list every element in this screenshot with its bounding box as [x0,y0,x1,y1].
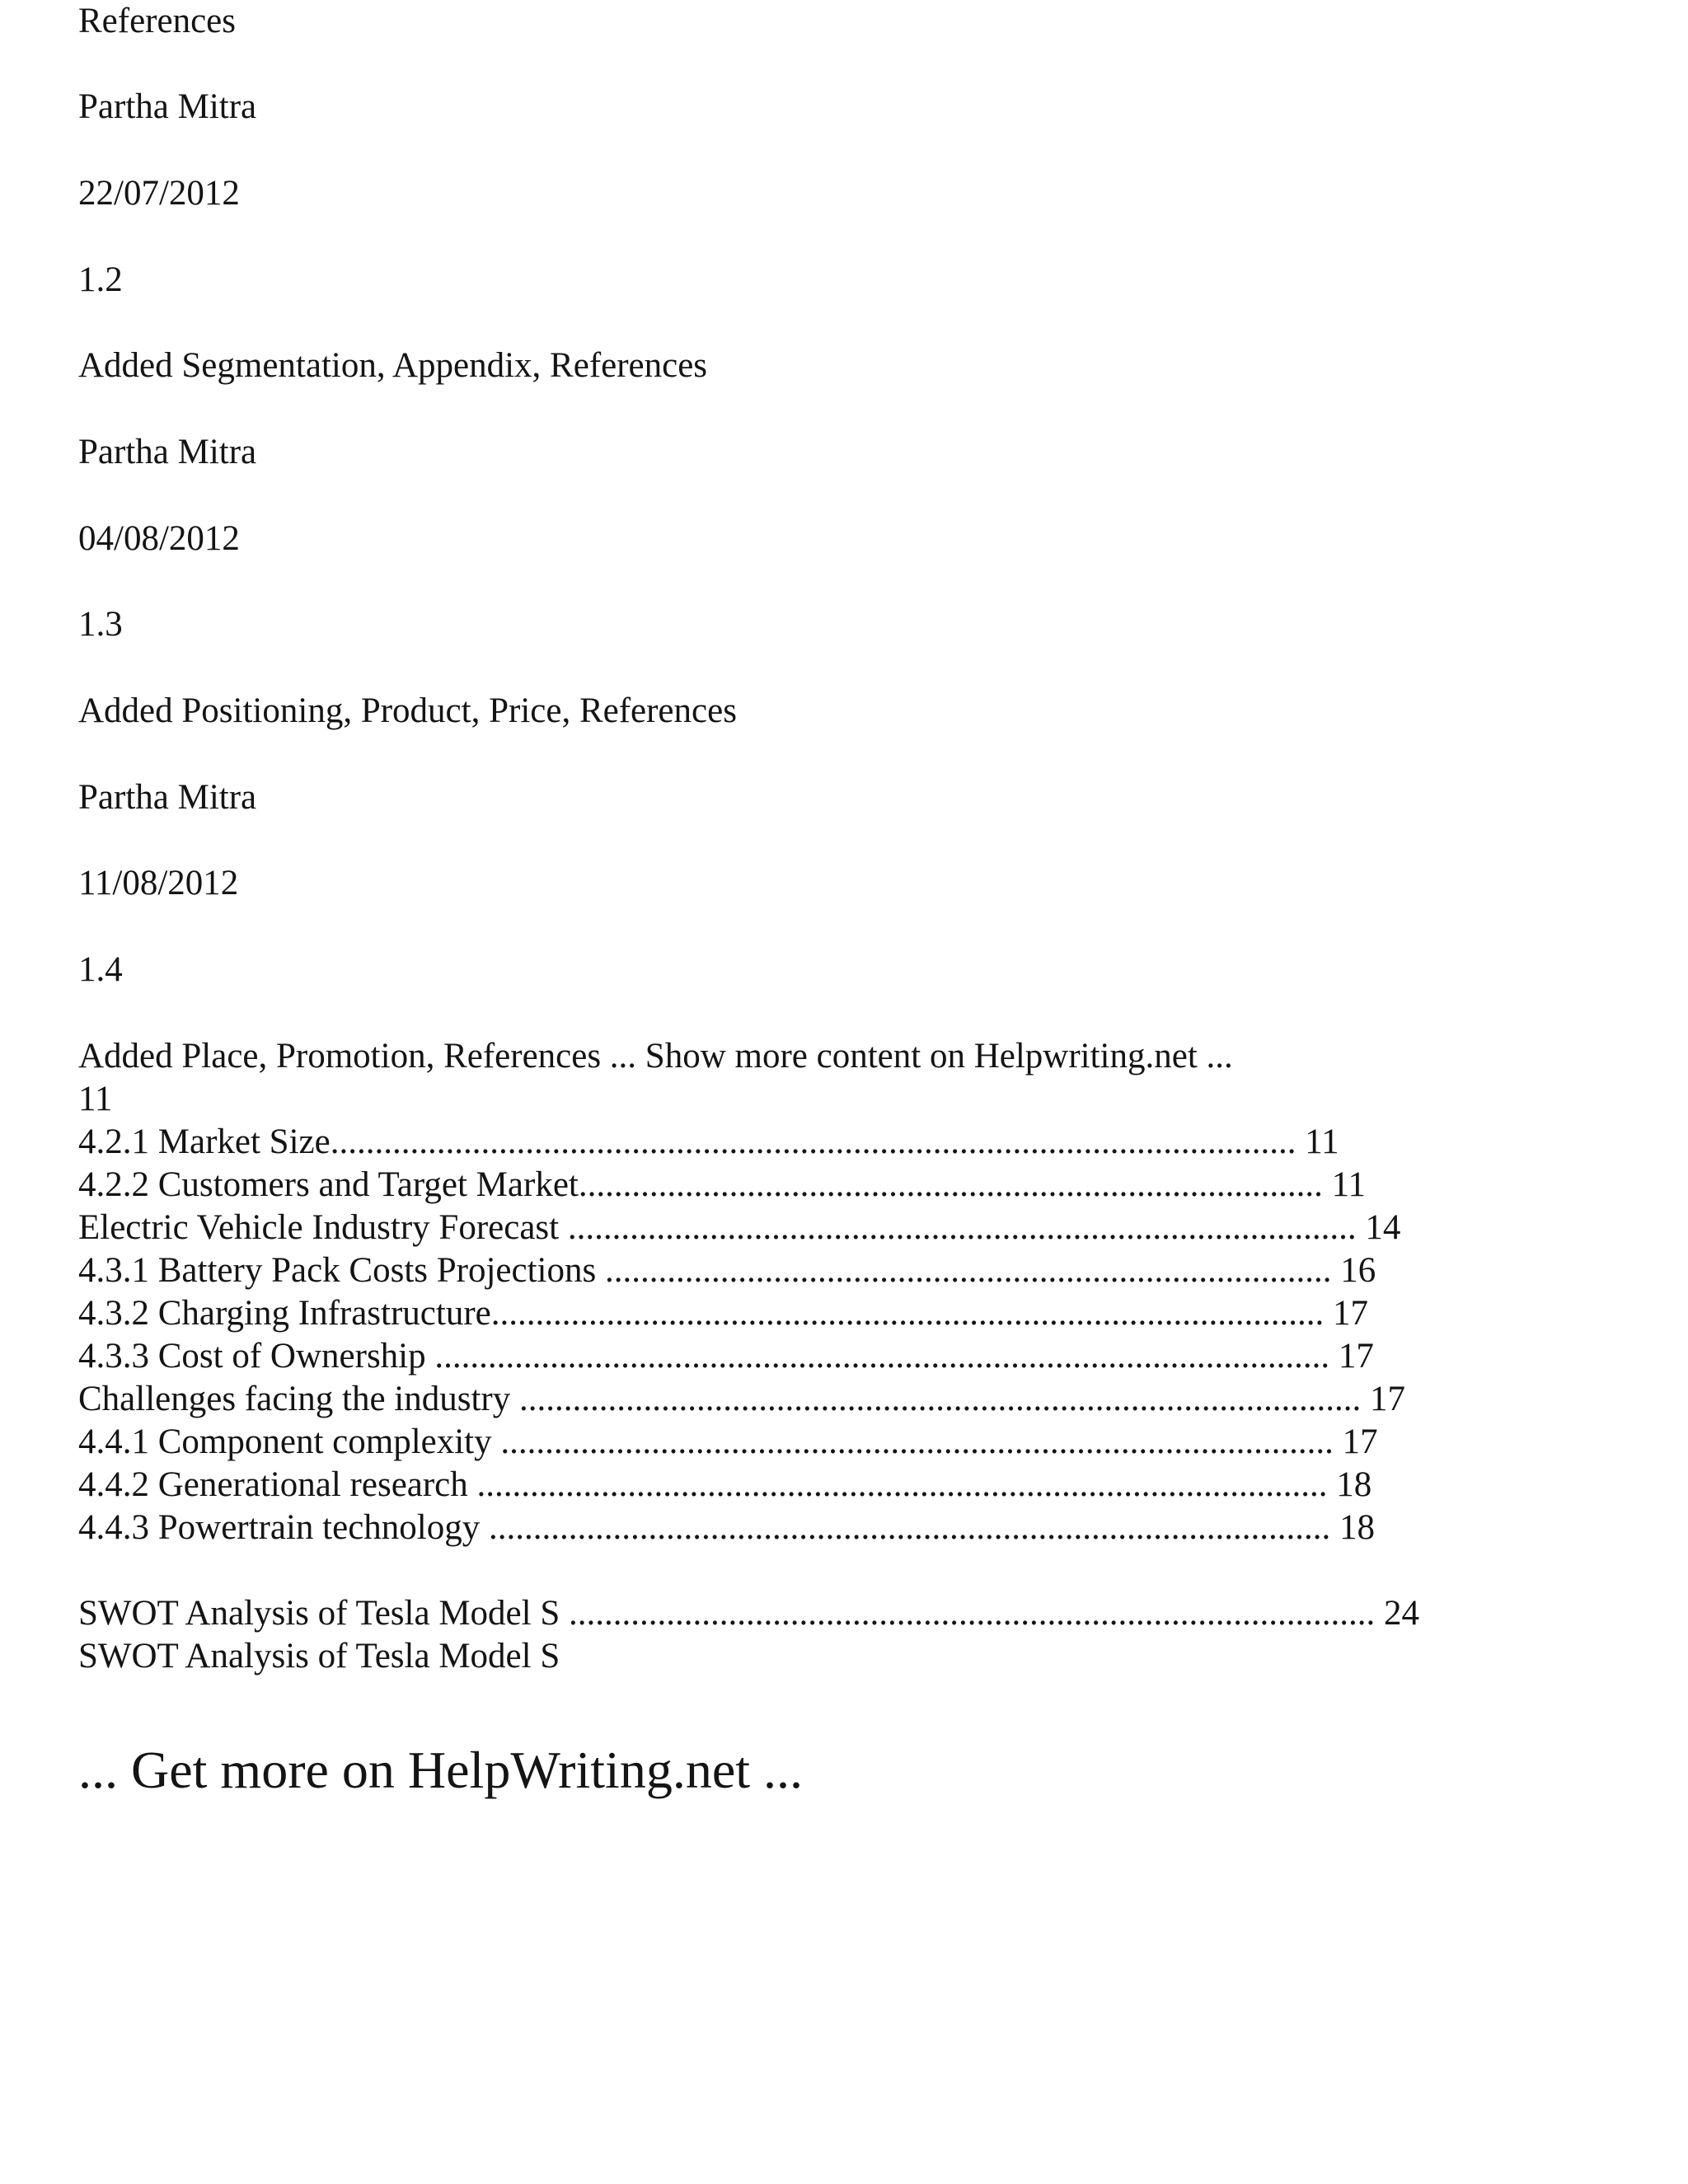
swot-toc-line: SWOT Analysis of Tesla Model S ........................................................................................... 24 [78,1594,1420,1633]
toc-line: 4.4.2 Generational research ................................................................................................ 18 [78,1465,1372,1504]
history-entry: 1.2 [78,260,123,299]
history-entry: Added Segmentation, Appendix, References [78,346,708,385]
history-entry: 1.4 [78,950,123,989]
history-entry: Partha Mitra [78,433,257,471]
history-entry: Partha Mitra [78,778,257,817]
toc-line: 11 [78,1080,113,1118]
toc-line: 4.4.3 Powertrain technology ............................................................................................... 18 [78,1508,1375,1547]
swot-heading: SWOT Analysis of Tesla Model S [78,1637,560,1675]
show-more-link[interactable]: Added Place, Promotion, References ... Show more content on Helpwriting.net ... [78,1037,1233,1076]
toc-line: 4.2.2 Customers and Target Market.................................................................................... 11 [78,1165,1367,1204]
history-entry: Added Positioning, Product, Price, References [78,691,737,730]
get-more-link[interactable]: ... Get more on HelpWriting.net ... [78,1741,803,1799]
history-entry: References [78,2,236,40]
toc-line: 4.2.1 Market Size............................................................................................................. 11 [78,1122,1339,1161]
history-entry: Partha Mitra [78,87,257,126]
toc-line: 4.3.1 Battery Pack Costs Projections .................................................................................. 16 [78,1251,1376,1290]
toc-line: 4.3.2 Charging Infrastructure.............................................................................................. 17 [78,1294,1368,1333]
toc-line: Electric Vehicle Industry Forecast ......................................................................................... 14 [78,1208,1401,1247]
toc-line: 4.4.1 Component complexity .............................................................................................. 17 [78,1422,1378,1461]
toc-line: Challenges facing the industry ............................................................................................... 17 [78,1380,1405,1418]
toc-line: 4.3.3 Cost of Ownership ..................................................................................................... 17 [78,1337,1374,1376]
history-entry: 22/07/2012 [78,174,240,213]
history-entry: 04/08/2012 [78,519,240,558]
history-entry: 11/08/2012 [78,864,239,902]
history-entry: 1.3 [78,605,123,644]
